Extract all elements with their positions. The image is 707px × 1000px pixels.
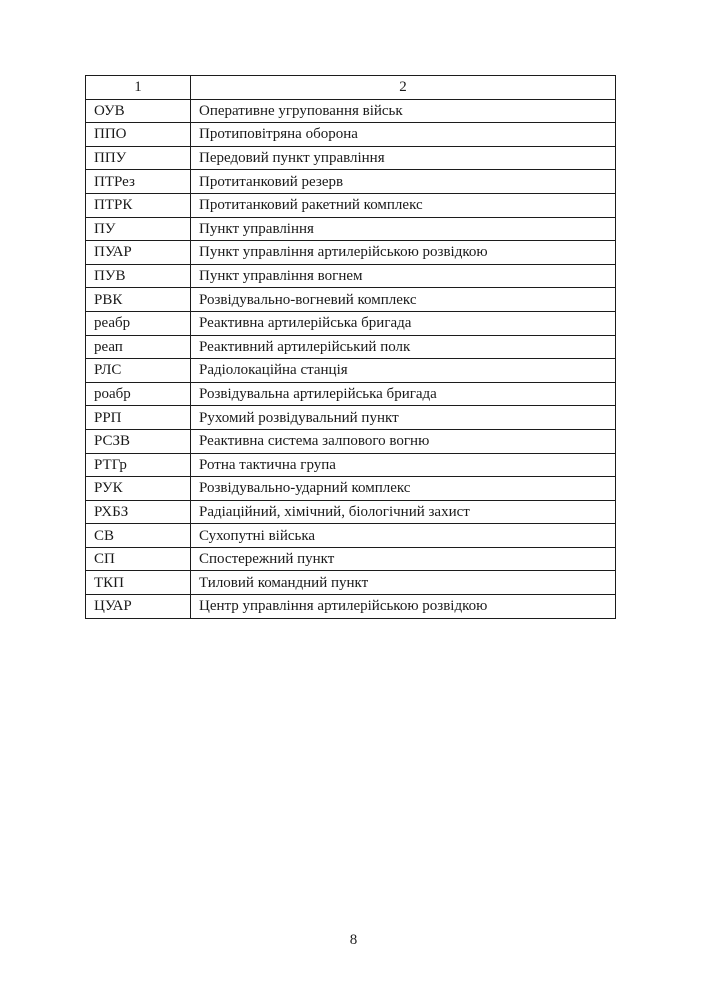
table-row <box>86 406 616 430</box>
abbreviation-cell: ПУ <box>86 217 191 241</box>
definition-cell: Ротна тактична група <box>191 453 616 477</box>
abbreviation-cell: ППО <box>86 123 191 147</box>
abbreviation-cell: ТКП <box>86 571 191 595</box>
abbreviations-table <box>85 75 616 619</box>
definition-cell: Передовий пункт управління <box>191 146 616 170</box>
table-row <box>86 193 616 217</box>
definition-cell: Реактивна артилерійська бригада <box>191 311 616 335</box>
abbreviation-cell: РЛС <box>86 359 191 383</box>
abbreviation-cell: ПТРез <box>86 170 191 194</box>
abbreviation-cell: ППУ <box>86 146 191 170</box>
table-row <box>86 123 616 147</box>
abbreviation-cell: РСЗВ <box>86 429 191 453</box>
table-row <box>86 547 616 571</box>
table-row <box>86 571 616 595</box>
table-row <box>86 146 616 170</box>
abbreviation-cell: РХБЗ <box>86 500 191 524</box>
table-row <box>86 524 616 548</box>
table-row <box>86 335 616 359</box>
table-row <box>86 359 616 383</box>
definition-cell: Протитанковий ракетний комплекс <box>191 193 616 217</box>
table-header-row <box>86 76 616 100</box>
definition-cell: Реактивна система залпового вогню <box>191 429 616 453</box>
definition-cell: Реактивний артилерійський полк <box>191 335 616 359</box>
abbreviation-cell: СВ <box>86 524 191 548</box>
definition-cell: Радіаційний, хімічний, біологічний захист <box>191 500 616 524</box>
abbreviation-cell: РРП <box>86 406 191 430</box>
definition-cell: Тиловий командний пункт <box>191 571 616 595</box>
table-row <box>86 217 616 241</box>
abbreviation-cell: РВК <box>86 288 191 312</box>
definition-cell: Пункт управління артилерійською розвідкою <box>191 241 616 265</box>
table-row <box>86 264 616 288</box>
definition-cell: Пункт управління <box>191 217 616 241</box>
definition-cell: Спостережний пункт <box>191 547 616 571</box>
definition-cell: Радіолокаційна станція <box>191 359 616 383</box>
definition-cell: Розвідувальна артилерійська бригада <box>191 382 616 406</box>
abbreviation-cell: ПТРК <box>86 193 191 217</box>
page-number: 8 <box>349 932 358 948</box>
table-row <box>86 382 616 406</box>
definition-cell: Оперативне угруповання військ <box>191 99 616 123</box>
abbreviation-cell: реабр <box>86 311 191 335</box>
definition-cell: Сухопутні війська <box>191 524 616 548</box>
definition-cell: Центр управління артилерійською розвідкою <box>191 595 616 619</box>
abbreviation-cell: ПУВ <box>86 264 191 288</box>
abbreviation-cell: ОУВ <box>86 99 191 123</box>
table-row <box>86 500 616 524</box>
abbreviation-cell: роабр <box>86 382 191 406</box>
definition-cell: Протиповітряна оборона <box>191 123 616 147</box>
abbreviation-cell: СП <box>86 547 191 571</box>
abbreviation-cell: РУК <box>86 477 191 501</box>
table-row <box>86 595 616 619</box>
definition-cell: Протитанковий резерв <box>191 170 616 194</box>
definition-cell: Розвідувально-вогневий комплекс <box>191 288 616 312</box>
column-header-abbreviation: 1 <box>86 76 191 100</box>
table-row <box>86 453 616 477</box>
column-header-definition: 2 <box>191 76 616 100</box>
abbreviation-cell: РТГр <box>86 453 191 477</box>
table-row <box>86 429 616 453</box>
definition-cell: Пункт управління вогнем <box>191 264 616 288</box>
table-row <box>86 241 616 265</box>
abbreviation-cell: реап <box>86 335 191 359</box>
abbreviation-cell: ПУАР <box>86 241 191 265</box>
table-row <box>86 311 616 335</box>
table-row <box>86 288 616 312</box>
table-row <box>86 99 616 123</box>
definition-cell: Розвідувально-ударний комплекс <box>191 477 616 501</box>
table-row <box>86 477 616 501</box>
abbreviation-cell: ЦУАР <box>86 595 191 619</box>
table-row <box>86 170 616 194</box>
definition-cell: Рухомий розвідувальний пункт <box>191 406 616 430</box>
